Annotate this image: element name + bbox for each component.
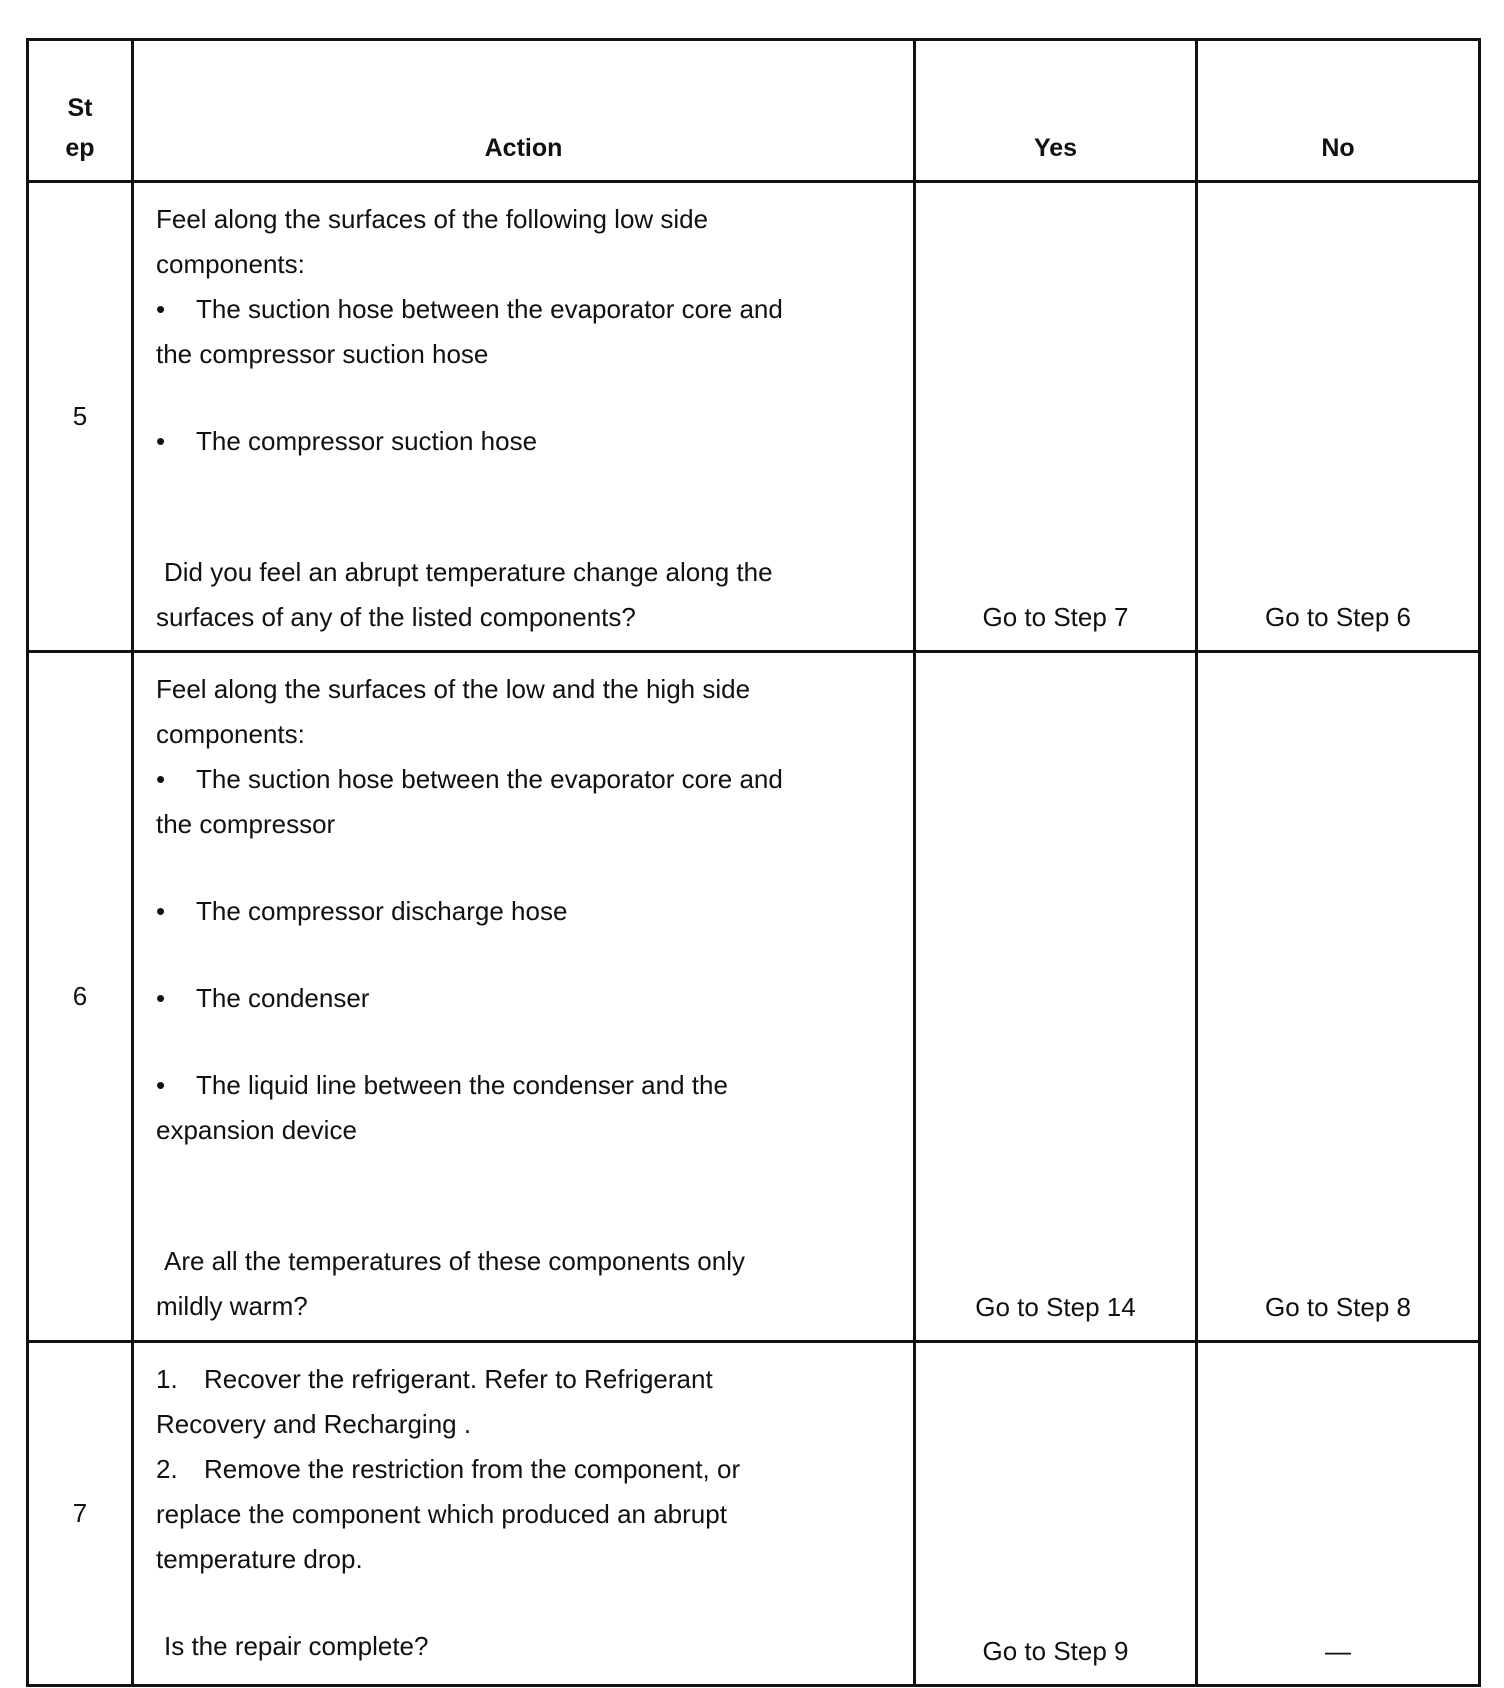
bullet-icon: • [156, 896, 166, 926]
question: Is the repair complete? [164, 1631, 429, 1661]
header-step [28, 40, 133, 182]
step-number: 7 [28, 1342, 133, 1686]
bullet-text: The liquid line between the condenser and the [196, 1070, 728, 1100]
bullet-item [156, 1063, 899, 1108]
item-number: 2. [156, 1454, 178, 1484]
step-number: 5 [28, 182, 133, 652]
item-number: 1. [156, 1364, 178, 1394]
table-row [28, 1342, 1480, 1686]
bullet-icon: • [156, 1070, 166, 1100]
bullet-text: The compressor suction hose [196, 426, 538, 456]
item-text: Recover the refrigerant. Refer to Refrigerant [204, 1364, 713, 1394]
diagnostic-table [26, 38, 1481, 1687]
bullet-item [156, 287, 899, 332]
question-cont: mildly warm? [156, 1291, 308, 1321]
table-row [28, 182, 1480, 652]
bullet-item [156, 419, 899, 464]
item-text-cont: temperature drop. [156, 1544, 363, 1574]
action-intro: Feel along the surfaces of the low and the high side [156, 674, 751, 704]
bullet-text: The suction hose between the evaporator core and [196, 764, 783, 794]
no-cell: — [1197, 1342, 1480, 1686]
bullet-text-cont: the compressor suction hose [156, 339, 489, 369]
header-action: Action [133, 40, 915, 182]
action-cell [133, 652, 915, 1342]
header-no: No [1197, 40, 1480, 182]
numbered-item [156, 1357, 899, 1402]
yes-cell: Go to Step 14 [915, 652, 1197, 1342]
no-cell: Go to Step 6 [1197, 182, 1480, 652]
numbered-item [156, 1447, 899, 1492]
bullet-icon: • [156, 294, 166, 324]
header-step-line1: St [67, 94, 93, 122]
bullet-text: The suction hose between the evaporator core and [196, 294, 783, 324]
yes-cell: Go to Step 7 [915, 182, 1197, 652]
bullet-icon: • [156, 983, 166, 1013]
bullet-item [156, 757, 899, 802]
bullet-text-cont: the compressor [156, 809, 336, 839]
bullet-item [156, 889, 899, 934]
yes-cell: Go to Step 9 [915, 1342, 1197, 1686]
table-row [28, 652, 1480, 1342]
action-cell [133, 182, 915, 652]
item-text-cont: Recovery and Recharging . [156, 1409, 472, 1439]
question: Did you feel an abrupt temperature change along the [164, 557, 773, 587]
bullet-item [156, 976, 899, 1021]
no-cell: Go to Step 8 [1197, 652, 1480, 1342]
bullet-text: The condenser [196, 983, 370, 1013]
item-text: Remove the restriction from the component, or [204, 1454, 741, 1484]
step-number: 6 [28, 652, 133, 1342]
bullet-text-cont: expansion device [156, 1115, 357, 1145]
question-cont: surfaces of any of the listed components? [156, 602, 636, 632]
question: Are all the temperatures of these components only [164, 1246, 745, 1276]
action-intro: components: [156, 719, 305, 749]
bullet-icon: • [156, 764, 166, 794]
item-text-cont: replace the component which produced an abrupt [156, 1499, 727, 1529]
action-intro: Feel along the surfaces of the following low side [156, 204, 709, 234]
action-cell [133, 1342, 915, 1686]
header-step-line2: ep [65, 134, 95, 162]
bullet-text: The compressor discharge hose [196, 896, 568, 926]
header-yes: Yes [915, 40, 1197, 182]
bullet-icon: • [156, 426, 166, 456]
action-intro: components: [156, 249, 305, 279]
header-row [28, 40, 1480, 182]
